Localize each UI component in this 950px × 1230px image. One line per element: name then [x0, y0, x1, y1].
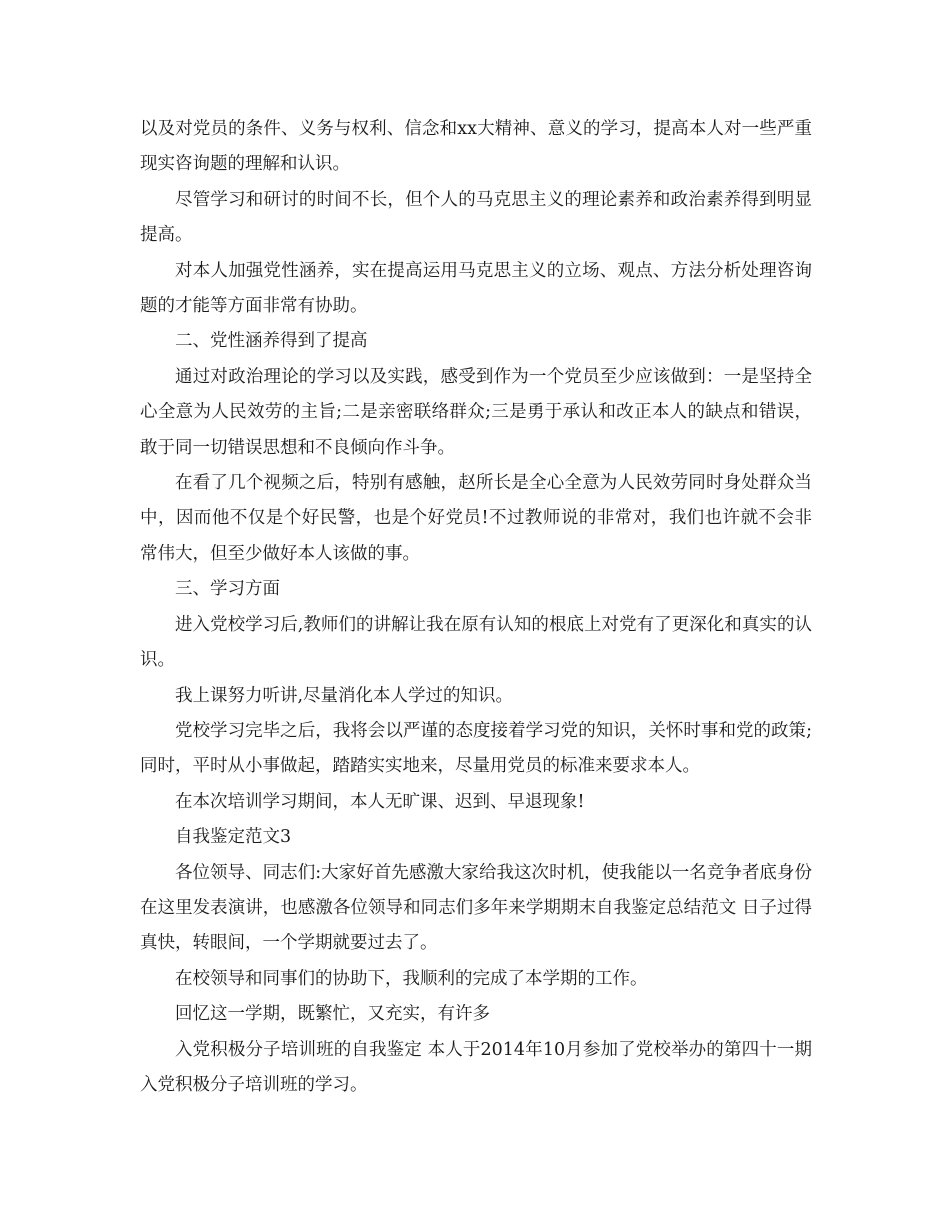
- sample-heading-3: 自我鉴定范文3: [175, 827, 292, 848]
- paragraph-13: 各位领导、同志们:大家好首先感激大家给我这次时机，使我能以一名竞争者底身份在这里发表演讲，也感激各位领导和同志们多年来学期期末自我鉴定总结范文 日子过得真快，转眼间，一个学期就要过去了。: [140, 862, 812, 954]
- paragraph-10: 党校学习完毕之后，我将会以严谨的态度接着学习党的知识，关怀时事和党的政策;同时，平时从小事做起，踏踏实实地来，尽量用党员的标准来要求本人。: [140, 720, 812, 777]
- paragraph-16: 入党积极分子培训班的自我鉴定 本人于2014年10月参加了党校举办的第四十一期入党积极分子培训班的学习。: [140, 1039, 812, 1095]
- paragraph-8: 进入党校学习后,教师们的讲解让我在原有认知的根底上对党有了更深化和真实的认识。: [140, 614, 812, 671]
- paragraph-2: 尽管学习和研讨的时间不长，但个人的马克思主义的理论素养和政治素养得到明显提高。: [140, 189, 812, 246]
- paragraph-1: 以及对党员的条件、义务与权利、信念和xx大精神、意义的学习，提高本人对一些严重现实咨询题的理解和认识。: [140, 119, 812, 175]
- paragraph-5: 通过对政治理论的学习以及实践，感受到作为一个党员至少应该做到：一是坚持全心全意为人民效劳的主旨;二是亲密联络群众;三是勇于承认和改正本人的缺点和错误，敢于同一切错误思想和不良倾向作斗争。: [140, 366, 812, 458]
- paragraph-6: 在看了几个视频之后，特别有感触，赵所长是全心全意为人民效劳同时身处群众当中，因而他不仅是个好民警，也是个好党员!不过教师说的非常对，我们也许就不会非常伟大，但至少做好本人该做的事。: [140, 473, 812, 564]
- paragraph-9: 我上课努力听讲,尽量消化本人学过的知识。: [175, 685, 514, 706]
- section-heading-2: 二、党性涵养得到了提高: [175, 331, 368, 352]
- section-heading-3: 三、学习方面: [175, 579, 280, 600]
- paragraph-11: 在本次培训学习期间，本人无旷课、迟到、早退现象!: [175, 791, 585, 812]
- paragraph-14: 在校领导和同事们的协助下，我顺利的完成了本学期的工作。: [175, 968, 648, 989]
- paragraph-15: 回忆这一学期，既繁忙，又充实，有许多: [175, 1004, 490, 1025]
- paragraph-3: 对本人加强党性涵养，实在提高运用马克思主义的立场、观点、方法分析处理咨询题的才能等方面非常有协助。: [140, 260, 812, 317]
- document-body: [140, 112, 812, 1103]
